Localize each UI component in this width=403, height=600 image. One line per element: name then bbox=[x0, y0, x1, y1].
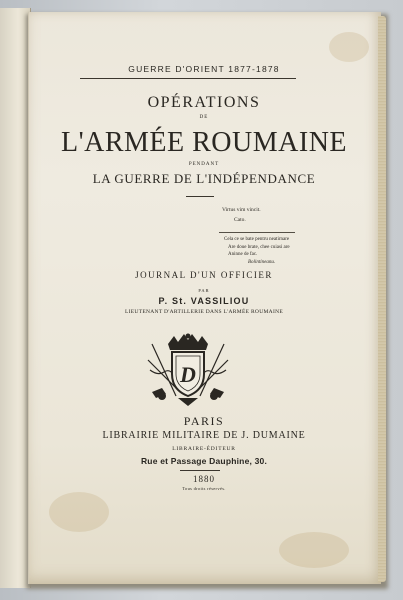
rights-notice: Tous droits réservés. bbox=[182, 486, 226, 491]
title-connector-de: DE bbox=[199, 115, 209, 120]
imprint-address: Rue et Passage Dauphine, 30. bbox=[140, 456, 268, 466]
epigraph-latin-source: Cato. bbox=[234, 217, 246, 223]
by-line-par: PAR bbox=[198, 288, 210, 293]
epigraph-latin bbox=[222, 207, 261, 223]
author-rank: LIEUTENANT D'ARTILLERIE DANS L'ARMÉE ROUMAINE bbox=[124, 309, 284, 315]
imprint-divider bbox=[180, 470, 220, 471]
imprint-year: 1880 bbox=[193, 474, 215, 484]
paper-stain bbox=[329, 32, 369, 62]
imprint-publisher-role: LIBRAIRE-ÉDITEUR bbox=[172, 446, 236, 452]
main-title: L'ARMÉE ROUMAINE bbox=[60, 127, 348, 158]
header-rule bbox=[80, 78, 296, 79]
epigraph-verse-line: Are doue brate, chee cuiasi are bbox=[228, 244, 290, 250]
title-line-war: LA GUERRE DE L'INDÉPENDANCE bbox=[92, 171, 316, 186]
paper-stain bbox=[49, 492, 109, 532]
imprint-city: PARIS bbox=[183, 414, 225, 428]
epigraph-verse-author: Bolintineanu. bbox=[248, 259, 276, 265]
epigraph-verse-line: Aninne de fac. bbox=[228, 252, 258, 257]
paper-stain bbox=[279, 532, 349, 568]
epigraph-verse bbox=[224, 236, 290, 266]
series-heading: GUERRE D'ORIENT 1877-1878 bbox=[128, 64, 280, 74]
svg-text:D: D bbox=[180, 362, 196, 387]
epigraph-verse-line: Cela ce se bate pentru neatirnare bbox=[224, 237, 290, 242]
roumanian-crest-icon bbox=[146, 330, 230, 408]
title-divider bbox=[186, 196, 214, 197]
epigraph-latin-text: Virtus vim vincit. bbox=[222, 207, 261, 213]
subtitle: JOURNAL D'UN OFFICIER bbox=[135, 270, 273, 280]
title-connector-pendant: PENDANT bbox=[188, 162, 220, 167]
title-line-operations: OPÉRATIONS bbox=[147, 94, 261, 111]
imprint-publisher: LIBRAIRIE MILITAIRE DE J. DUMAINE bbox=[102, 430, 306, 441]
epigraph-divider bbox=[219, 232, 295, 233]
author-name: P. St. VASSILIOU bbox=[158, 296, 250, 306]
